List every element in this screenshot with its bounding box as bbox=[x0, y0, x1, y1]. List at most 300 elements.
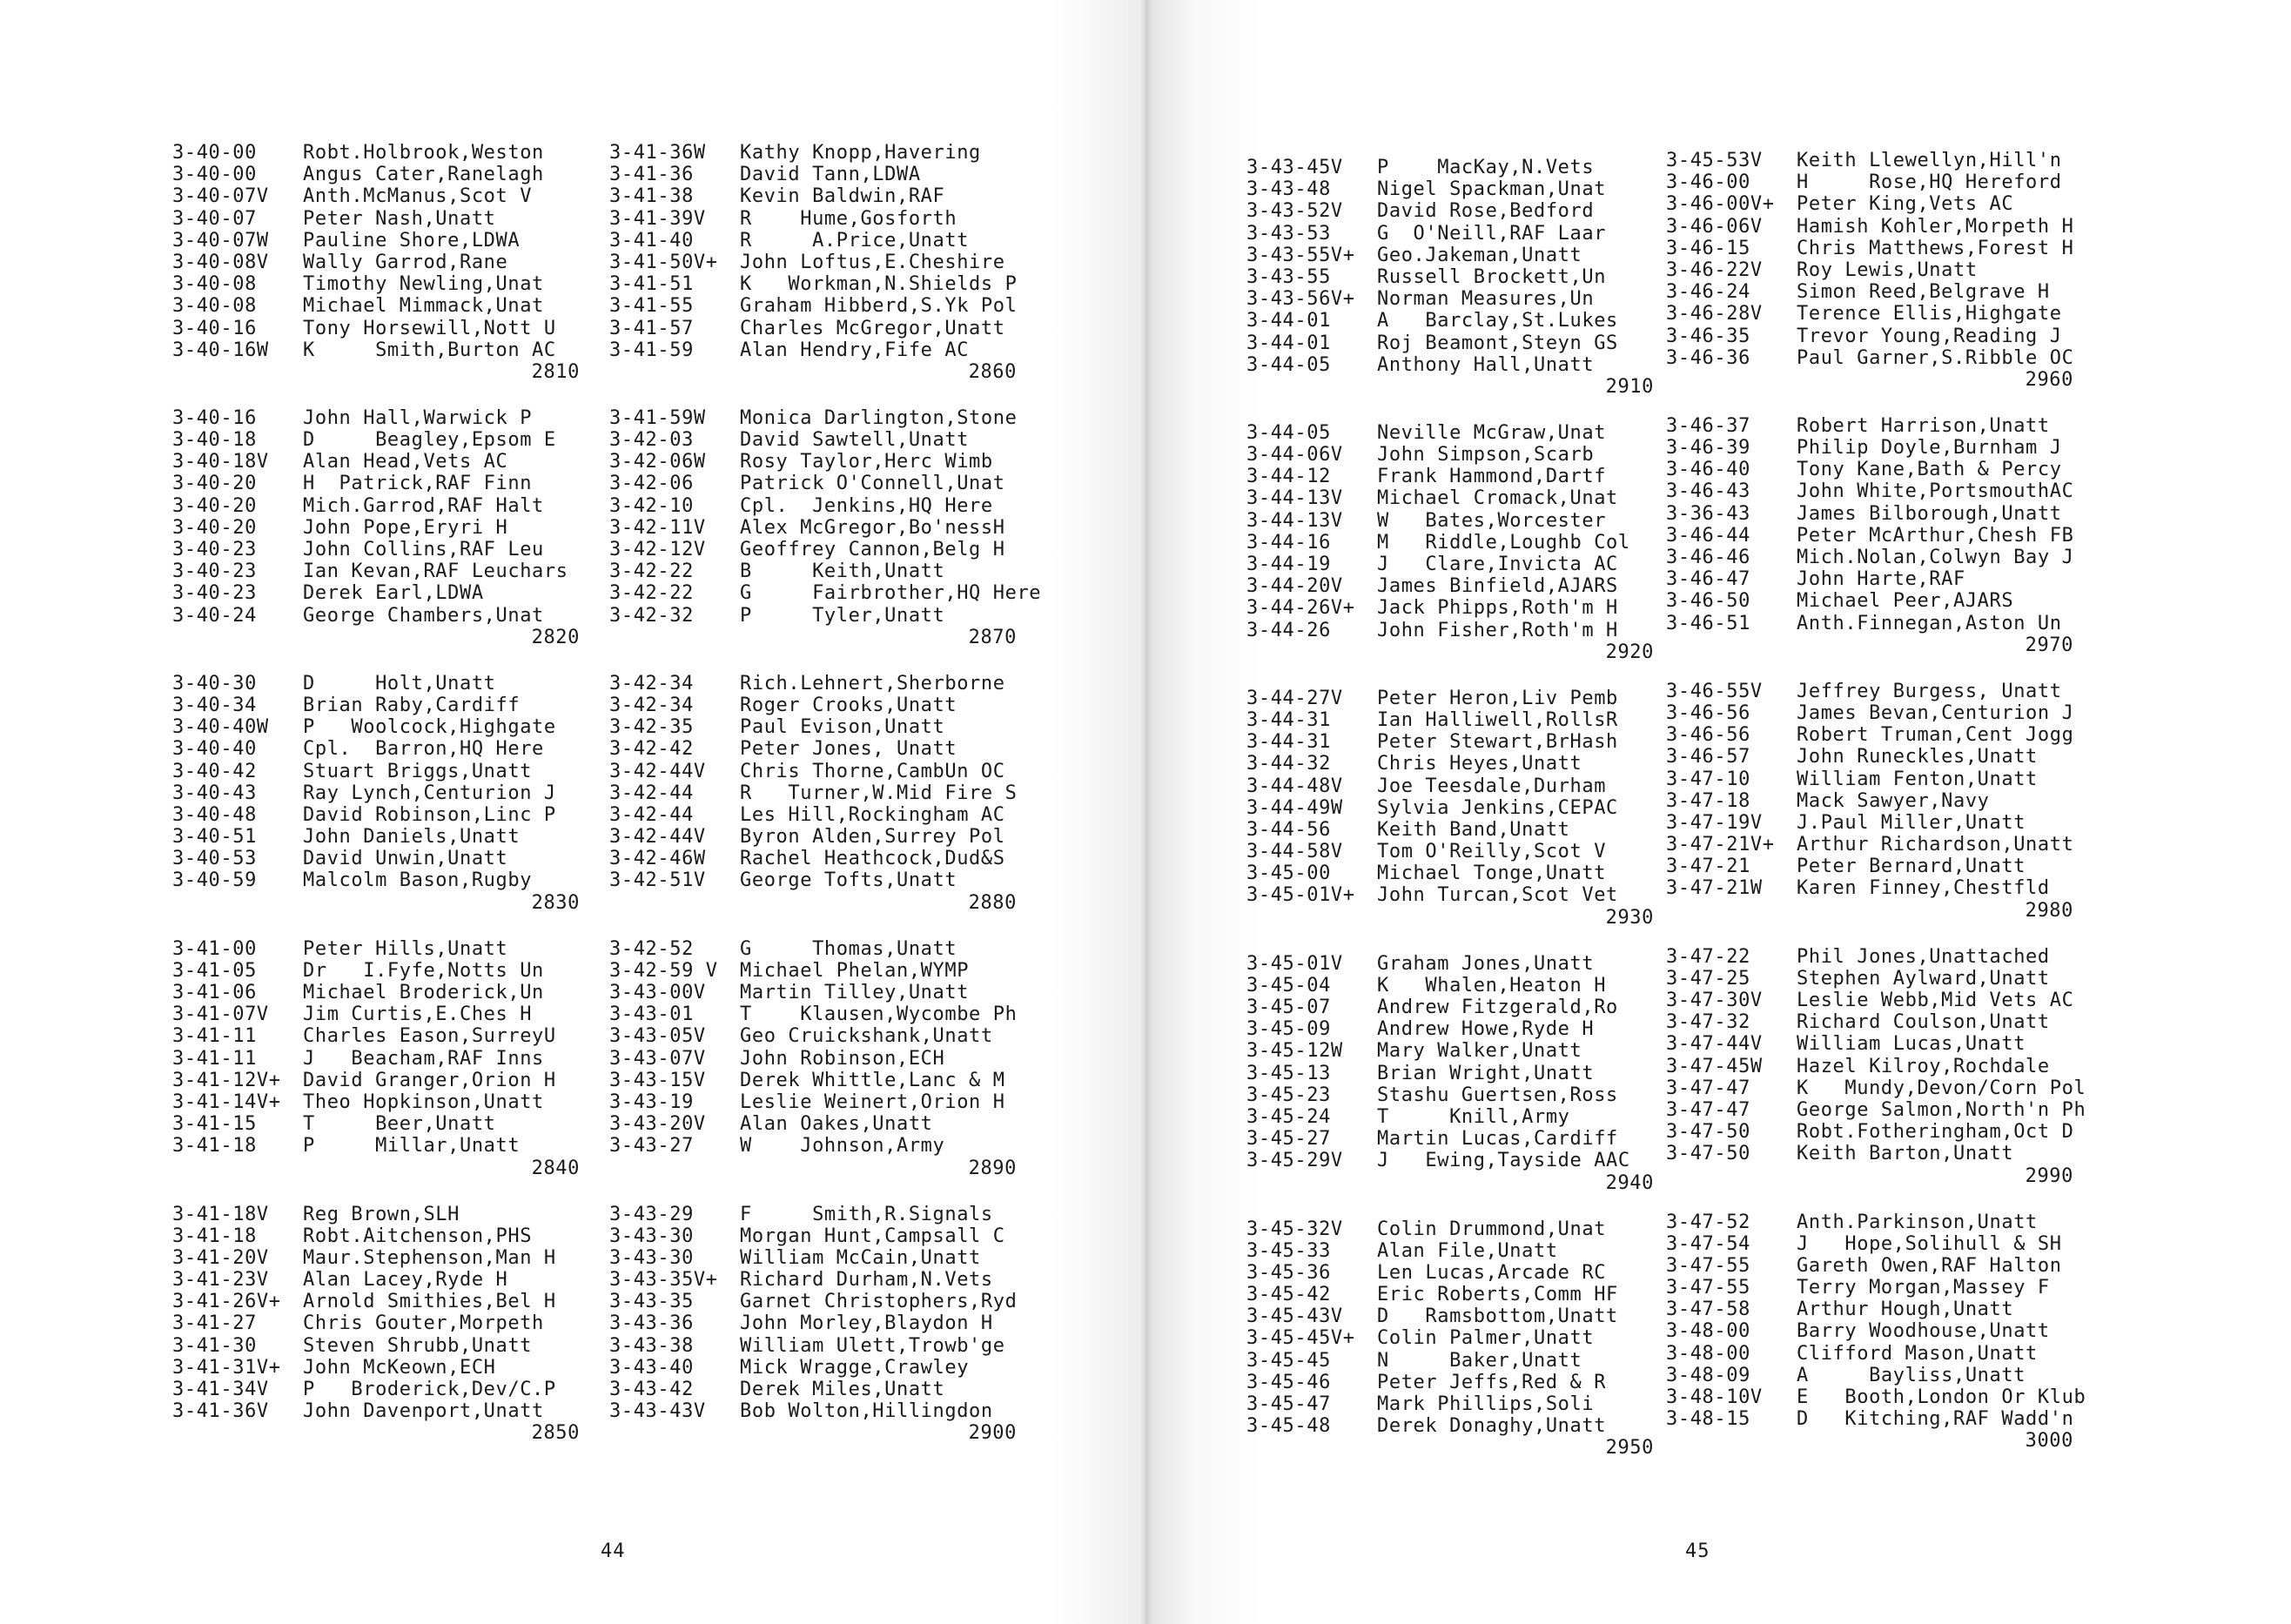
finish-time: 3-40-16 bbox=[172, 406, 257, 429]
runner-name-club: Wally Garrod,Rane bbox=[303, 251, 508, 273]
result-row bbox=[1666, 437, 2086, 459]
finish-time: 3-41-15 bbox=[172, 1113, 257, 1136]
result-row bbox=[172, 1225, 580, 1247]
results-block bbox=[609, 407, 1041, 651]
runner-name-club: M Riddle,Loughb Col bbox=[1377, 531, 1630, 554]
finish-time: 3-41-05 bbox=[172, 959, 257, 982]
runner-name-club: K Mundy,Devon/Corn Pol bbox=[1797, 1077, 2086, 1099]
result-row bbox=[1666, 746, 2086, 768]
results-block bbox=[1246, 1218, 1654, 1462]
position-total: 2940 bbox=[1605, 1171, 1654, 1194]
results-block bbox=[1666, 150, 2086, 393]
result-row bbox=[172, 1400, 580, 1422]
runner-name-club: Kevin Baldwin,RAF bbox=[740, 185, 945, 208]
finish-time: 3-41-59 bbox=[609, 339, 694, 361]
finish-time: 3-40-59 bbox=[172, 869, 257, 892]
finish-time: 3-44-49W bbox=[1246, 796, 1343, 819]
runner-name-club: John Collins,RAF Leu bbox=[303, 539, 544, 560]
result-row bbox=[172, 208, 580, 230]
finish-time: 3-40-20 bbox=[172, 516, 257, 539]
finish-time: 3-47-21V+ bbox=[1666, 834, 1775, 856]
position-total: 2920 bbox=[1605, 641, 1654, 663]
result-row bbox=[1666, 834, 2086, 856]
finish-time: 3-47-45W bbox=[1666, 1055, 1763, 1077]
finish-time: 3-45-07 bbox=[1246, 997, 1331, 1018]
results-block bbox=[609, 1204, 1041, 1447]
finish-time: 3-46-24 bbox=[1666, 281, 1750, 304]
finish-time: 3-41-30 bbox=[172, 1334, 257, 1357]
finish-time: 3-40-07W bbox=[172, 229, 269, 252]
runner-name-club: James Bevan,Centurion J bbox=[1797, 701, 2074, 724]
finish-time: 3-40-40 bbox=[172, 738, 257, 761]
results-block bbox=[1666, 946, 2086, 1190]
runner-name-club: David Tann,LDWA bbox=[740, 164, 921, 186]
finish-time: 3-40-23 bbox=[172, 539, 257, 560]
result-row bbox=[1246, 245, 1654, 266]
finish-time: 3-43-35V+ bbox=[609, 1269, 718, 1292]
finish-time: 3-46-51 bbox=[1666, 612, 1750, 634]
runner-name-club: Terence Ellis,Highgate bbox=[1797, 303, 2062, 325]
result-row bbox=[1666, 877, 2086, 899]
result-row bbox=[1246, 841, 1654, 862]
finish-time: 3-40-18V bbox=[172, 451, 269, 473]
result-row bbox=[1246, 1350, 1654, 1372]
runner-name-club: Michael Mimmack,Unat bbox=[303, 295, 544, 318]
runner-name-club: P Tyler,Unatt bbox=[740, 604, 945, 627]
finish-time: 3-41-18 bbox=[172, 1225, 257, 1247]
result-row bbox=[1666, 547, 2086, 568]
result-row bbox=[1666, 790, 2086, 812]
finish-time: 3-48-00 bbox=[1666, 1320, 1750, 1343]
runner-name-club: Cpl. Barron,HQ Here bbox=[303, 738, 544, 761]
finish-time: 3-44-56 bbox=[1246, 818, 1331, 841]
finish-time: 3-44-20V bbox=[1246, 575, 1343, 598]
runner-name-club: James Bilborough,Unatt bbox=[1797, 502, 2062, 525]
runner-name-club: Colin Drummond,Unat bbox=[1377, 1218, 1607, 1240]
result-row bbox=[1666, 1033, 2086, 1055]
runner-name-club: John Davenport,Unatt bbox=[303, 1400, 544, 1423]
runner-name-club: Geo.Jakeman,Unatt bbox=[1377, 244, 1582, 266]
runner-name-club: F Smith,R.Signals bbox=[740, 1203, 993, 1225]
finish-time: 3-47-58 bbox=[1666, 1299, 1750, 1321]
runner-name-club: Jack Phipps,Roth'm H bbox=[1377, 597, 1618, 620]
finish-time: 3-47-47 bbox=[1666, 1077, 1750, 1099]
finish-time: 3-44-31 bbox=[1246, 708, 1331, 731]
finish-time: 3-43-27 bbox=[609, 1135, 694, 1158]
finish-time: 3-42-44V bbox=[609, 760, 706, 782]
result-row bbox=[609, 429, 1041, 451]
result-row bbox=[172, 1269, 580, 1291]
result-row bbox=[1246, 688, 1654, 709]
runner-name-club: John Runeckles,Unatt bbox=[1797, 746, 2038, 768]
runner-name-club: Geo Cruickshank,Unatt bbox=[740, 1025, 993, 1048]
finish-time: 3-40-48 bbox=[172, 803, 257, 826]
runner-name-club: Mick Wragge,Crawley bbox=[740, 1356, 970, 1379]
finish-time: 3-42-42 bbox=[609, 738, 694, 761]
finish-time: 3-41-18 bbox=[172, 1135, 257, 1158]
results-block bbox=[1666, 681, 2086, 924]
position-total: 2980 bbox=[2025, 899, 2073, 922]
result-row bbox=[609, 716, 1041, 738]
result-row bbox=[1666, 459, 2086, 480]
runner-name-club: Robert Truman,Cent Jogg bbox=[1797, 724, 2074, 747]
finish-time: 3-45-45V+ bbox=[1246, 1327, 1355, 1350]
finish-time: 3-45-45 bbox=[1246, 1349, 1331, 1372]
result-row bbox=[1666, 1121, 2086, 1143]
finish-time: 3-46-00V+ bbox=[1666, 193, 1775, 216]
result-row bbox=[1666, 1211, 2086, 1233]
runner-name-club: Joe Teesdale,Durham bbox=[1377, 775, 1607, 797]
finish-time: 3-41-39V bbox=[609, 207, 706, 230]
finish-time: 3-41-57 bbox=[609, 317, 694, 339]
result-row bbox=[1246, 1284, 1654, 1305]
result-row bbox=[1246, 1106, 1654, 1128]
results-block bbox=[1246, 157, 1654, 400]
finish-time: 3-45-32V bbox=[1246, 1218, 1343, 1240]
finish-time: 3-43-43V bbox=[609, 1400, 706, 1423]
result-row bbox=[1246, 797, 1654, 819]
result-row bbox=[609, 185, 1041, 207]
runner-name-club: Robert Harrison,Unatt bbox=[1797, 414, 2050, 437]
finish-time: 3-41-36W bbox=[609, 142, 706, 164]
result-row bbox=[1666, 193, 2086, 215]
runner-name-club: Anth.Parkinson,Unatt bbox=[1797, 1211, 2038, 1233]
runner-name-club: Derek Miles,Unatt bbox=[740, 1379, 945, 1400]
finish-time: 3-44-27V bbox=[1246, 687, 1343, 709]
results-block bbox=[172, 407, 580, 651]
finish-time: 3-41-26V+ bbox=[172, 1291, 281, 1313]
result-row bbox=[1246, 1063, 1654, 1084]
result-row bbox=[609, 142, 1041, 164]
result-row bbox=[172, 716, 580, 738]
finish-time: 3-42-11V bbox=[609, 516, 706, 539]
finish-time: 3-47-44V bbox=[1666, 1033, 1763, 1056]
result-row bbox=[1666, 1143, 2086, 1164]
finish-time: 3-44-26 bbox=[1246, 619, 1331, 641]
runner-name-club: Leslie Weinert,Orion H bbox=[740, 1090, 1005, 1113]
finish-time: 3-47-18 bbox=[1666, 789, 1750, 812]
finish-time: 3-46-55V bbox=[1666, 680, 1763, 702]
result-row bbox=[1666, 724, 2086, 746]
result-row bbox=[172, 273, 580, 295]
result-row bbox=[1666, 681, 2086, 702]
runner-name-club: Anth.McManus,Scot V bbox=[303, 185, 533, 208]
page-number: 45 bbox=[1685, 1540, 1710, 1562]
runner-name-club: Andrew Fitzgerald,Ro bbox=[1377, 997, 1618, 1018]
runner-name-club: Michael Broderick,Un bbox=[303, 982, 544, 1003]
runner-name-club: Geoffrey Cannon,Belg H bbox=[740, 539, 1005, 560]
result-row bbox=[1246, 1040, 1654, 1062]
position-total: 2910 bbox=[1605, 375, 1654, 398]
runner-name-club: Peter Bernard,Unatt bbox=[1797, 856, 2026, 878]
result-row bbox=[609, 869, 1041, 891]
finish-time: 3-42-44 bbox=[609, 782, 694, 804]
result-row bbox=[609, 1247, 1041, 1269]
result-row bbox=[609, 273, 1041, 295]
finish-time: 3-47-55 bbox=[1666, 1254, 1750, 1277]
page-number: 44 bbox=[601, 1540, 626, 1562]
runner-name-club: Byron Alden,Surrey Pol bbox=[740, 826, 1005, 849]
finish-time: 3-43-07V bbox=[609, 1047, 706, 1070]
result-row bbox=[609, 230, 1041, 252]
results-block bbox=[172, 938, 580, 1182]
runner-name-club: Alan Head,Vets AC bbox=[303, 451, 508, 473]
finish-time: 3-42-22 bbox=[609, 582, 694, 605]
finish-time: 3-40-18 bbox=[172, 429, 257, 452]
runner-name-club: David Unwin,Unatt bbox=[303, 848, 508, 870]
runner-name-club: John Morley,Blaydon H bbox=[740, 1312, 993, 1335]
runner-name-club: Karen Finney,Chestfld bbox=[1797, 877, 2050, 900]
result-row bbox=[172, 869, 580, 891]
finish-time: 3-45-24 bbox=[1246, 1105, 1331, 1128]
runner-name-club: David Robinson,Linc P bbox=[303, 803, 556, 826]
finish-time: 3-42-46W bbox=[609, 848, 706, 870]
finish-time: 3-42-59 V bbox=[609, 959, 718, 982]
runner-name-club: P MacKay,N.Vets bbox=[1377, 157, 1595, 178]
runner-name-club: John Harte,RAF bbox=[1797, 568, 1965, 591]
result-row bbox=[1666, 503, 2086, 525]
runner-name-club: Stashu Guertsen,Ross bbox=[1377, 1084, 1618, 1106]
finish-time: 3-46-43 bbox=[1666, 480, 1750, 503]
runner-name-club: Garnet Christophers,Ryd bbox=[740, 1291, 1018, 1313]
runner-name-club: Richard Durham,N.Vets bbox=[740, 1269, 993, 1292]
finish-time: 3-47-50 bbox=[1666, 1121, 1750, 1144]
result-row bbox=[609, 1048, 1041, 1070]
finish-time: 3-48-09 bbox=[1666, 1364, 1750, 1386]
result-row bbox=[172, 185, 580, 207]
result-row bbox=[609, 208, 1041, 230]
runner-name-club: Mary Walker,Unatt bbox=[1377, 1040, 1582, 1063]
result-row bbox=[172, 451, 580, 473]
result-row bbox=[609, 1291, 1041, 1312]
runner-name-club: Les Hill,Rockingham AC bbox=[740, 803, 1005, 826]
finish-time: 3-47-32 bbox=[1666, 1011, 1750, 1034]
finish-time: 3-43-55V+ bbox=[1246, 244, 1355, 266]
runner-name-club: Hazel Kilroy,Rochdale bbox=[1797, 1055, 2050, 1077]
runner-name-club: Jeffrey Burgess, Unatt bbox=[1797, 680, 2062, 702]
finish-time: 3-46-40 bbox=[1666, 459, 1750, 481]
runner-name-club: Keith Barton,Unatt bbox=[1797, 1143, 2014, 1165]
result-row bbox=[172, 517, 580, 539]
result-row bbox=[1666, 303, 2086, 325]
finish-time: 3-46-44 bbox=[1666, 524, 1750, 547]
runner-name-club: Roj Beamont,Steyn GS bbox=[1377, 332, 1618, 354]
runner-name-club: Hamish Kohler,Morpeth H bbox=[1797, 215, 2074, 238]
finish-time: 3-40-20 bbox=[172, 494, 257, 517]
runner-name-club: Alan Hendry,Fife AC bbox=[740, 339, 970, 361]
runner-name-club: Barry Woodhouse,Unatt bbox=[1797, 1320, 2050, 1343]
runner-name-club: Reg Brown,SLH bbox=[303, 1203, 460, 1225]
finish-time: 3-47-10 bbox=[1666, 768, 1750, 790]
runner-name-club: Graham Jones,Unatt bbox=[1377, 952, 1595, 975]
runner-name-club: Brian Raby,Cardiff bbox=[303, 694, 521, 716]
result-row bbox=[172, 1357, 580, 1379]
runner-name-club: Simon Reed,Belgrave H bbox=[1797, 281, 2050, 304]
result-row bbox=[1666, 525, 2086, 547]
result-row bbox=[1246, 422, 1654, 444]
result-row bbox=[609, 295, 1041, 317]
result-row bbox=[1666, 150, 2086, 171]
result-row bbox=[1246, 731, 1654, 753]
finish-time: 3-45-33 bbox=[1246, 1239, 1331, 1262]
runner-name-club: Derek Whittle,Lanc & M bbox=[740, 1069, 1005, 1091]
finish-time: 3-48-10V bbox=[1666, 1386, 1763, 1408]
result-row bbox=[1666, 812, 2086, 834]
results-block bbox=[609, 142, 1041, 386]
result-row bbox=[172, 738, 580, 760]
finish-time: 3-40-30 bbox=[172, 672, 257, 695]
finish-time: 3-46-06V bbox=[1666, 215, 1763, 238]
runner-name-club: David Sawtell,Unatt bbox=[740, 429, 970, 452]
finish-time: 3-45-53V bbox=[1666, 150, 1763, 171]
result-row bbox=[1246, 819, 1654, 841]
result-row bbox=[609, 673, 1041, 695]
finish-time: 3-42-22 bbox=[609, 560, 694, 583]
finish-time: 3-44-06V bbox=[1246, 444, 1343, 466]
runner-name-club: Arthur Richardson,Unatt bbox=[1797, 834, 2074, 856]
result-row bbox=[1666, 347, 2086, 369]
runner-name-club: R Turner,W.Mid Fire S bbox=[740, 782, 1018, 804]
runner-name-club: Mich.Garrod,RAF Halt bbox=[303, 494, 544, 517]
result-row bbox=[1666, 325, 2086, 347]
result-row bbox=[1246, 332, 1654, 354]
finish-time: 3-45-47 bbox=[1246, 1393, 1331, 1415]
result-row bbox=[609, 1135, 1041, 1157]
runner-name-club: Leslie Webb,Mid Vets AC bbox=[1797, 990, 2074, 1011]
result-row bbox=[1666, 968, 2086, 990]
finish-time: 3-45-27 bbox=[1246, 1128, 1331, 1151]
result-row bbox=[1666, 171, 2086, 193]
finish-time: 3-36-43 bbox=[1666, 502, 1750, 525]
runner-name-club: Mack Sawyer,Navy bbox=[1797, 789, 1990, 812]
finish-time: 3-40-24 bbox=[172, 604, 257, 627]
result-row bbox=[609, 1225, 1041, 1247]
finish-time: 3-45-29V bbox=[1246, 1150, 1343, 1172]
runner-name-club: Peter Heron,Liv Pemb bbox=[1377, 687, 1618, 709]
result-row bbox=[1246, 310, 1654, 332]
runner-name-club: H Rose,HQ Hereford bbox=[1797, 171, 2062, 194]
result-row bbox=[609, 1113, 1041, 1135]
runner-name-club: Paul Evison,Unatt bbox=[740, 716, 945, 739]
finish-time: 3-46-56 bbox=[1666, 724, 1750, 747]
runner-name-club: Philip Doyle,Burnham J bbox=[1797, 437, 2062, 460]
result-row bbox=[172, 826, 580, 848]
runner-name-club: T Knill,Army bbox=[1377, 1105, 1570, 1128]
finish-time: 3-41-14V+ bbox=[172, 1090, 281, 1113]
finish-time: 3-41-20V bbox=[172, 1246, 269, 1269]
runner-name-club: Ian Kevan,RAF Leuchars bbox=[303, 560, 568, 583]
runner-name-club: Eric Roberts,Comm HF bbox=[1377, 1284, 1618, 1306]
result-row bbox=[1666, 1320, 2086, 1342]
finish-time: 3-41-31V+ bbox=[172, 1356, 281, 1379]
runner-name-club: W Johnson,Army bbox=[740, 1135, 945, 1158]
position-total: 3000 bbox=[2025, 1430, 2073, 1453]
runner-name-club: Peter Jeffs,Red & R bbox=[1377, 1371, 1607, 1393]
finish-time: 3-41-50V+ bbox=[609, 251, 718, 273]
runner-name-club: John White,PortsmouthAC bbox=[1797, 480, 2074, 503]
finish-time: 3-47-21 bbox=[1666, 856, 1750, 878]
finish-time: 3-44-01 bbox=[1246, 310, 1331, 332]
finish-time: 3-41-51 bbox=[609, 273, 694, 296]
runner-name-club: Mark Phillips,Soli bbox=[1377, 1393, 1595, 1415]
finish-time: 3-42-06W bbox=[609, 451, 706, 473]
runner-name-club: Frank Hammond,Dartf bbox=[1377, 466, 1607, 488]
results-block bbox=[1246, 422, 1654, 666]
result-row bbox=[1666, 1255, 2086, 1277]
runner-name-club: Paul Garner,S.Ribble OC bbox=[1797, 346, 2074, 369]
result-row bbox=[172, 560, 580, 582]
result-row bbox=[1246, 709, 1654, 731]
runner-name-club: J Beacham,RAF Inns bbox=[303, 1047, 544, 1070]
runner-name-club: Kathy Knopp,Havering bbox=[740, 142, 981, 164]
runner-name-club: J Clare,Invicta AC bbox=[1377, 554, 1618, 575]
finish-time: 3-40-08 bbox=[172, 295, 257, 318]
runner-name-club: Chris Matthews,Forest H bbox=[1797, 237, 2074, 259]
finish-time: 3-45-12W bbox=[1246, 1040, 1343, 1063]
runner-name-club: Keith Llewellyn,Hill'n bbox=[1797, 150, 2062, 171]
runner-name-club: Mich.Nolan,Colwyn Bay J bbox=[1797, 547, 2074, 568]
runner-name-club: Steven Shrubb,Unatt bbox=[303, 1334, 533, 1357]
finish-time: 3-47-21W bbox=[1666, 877, 1763, 900]
result-row bbox=[1666, 856, 2086, 877]
finish-time: 3-41-11 bbox=[172, 1047, 257, 1070]
result-row bbox=[1666, 1011, 2086, 1033]
result-row bbox=[172, 429, 580, 451]
result-row bbox=[1666, 1277, 2086, 1299]
finish-time: 3-44-12 bbox=[1246, 466, 1331, 488]
position-total: 2870 bbox=[968, 626, 1017, 648]
runner-name-club: Pauline Shore,LDWA bbox=[303, 229, 521, 252]
result-row bbox=[1666, 1343, 2086, 1365]
position-total: 2970 bbox=[2025, 634, 2073, 656]
finish-time: 3-44-16 bbox=[1246, 531, 1331, 554]
finish-time: 3-46-37 bbox=[1666, 414, 1750, 437]
result-row bbox=[172, 407, 580, 429]
result-row bbox=[1246, 1262, 1654, 1284]
runner-name-club: Peter Stewart,BrHash bbox=[1377, 731, 1618, 754]
finish-time: 3-45-42 bbox=[1246, 1284, 1331, 1306]
finish-time: 3-44-05 bbox=[1246, 353, 1331, 376]
finish-time: 3-46-46 bbox=[1666, 547, 1750, 568]
runner-name-club: Peter McArthur,Chesh FB bbox=[1797, 524, 2074, 547]
result-row bbox=[1246, 157, 1654, 178]
runner-name-club: D Ramsbottom,Unatt bbox=[1377, 1305, 1618, 1328]
result-row bbox=[1666, 1408, 2086, 1430]
result-row bbox=[1246, 444, 1654, 466]
runner-name-club: Len Lucas,Arcade RC bbox=[1377, 1261, 1607, 1284]
runner-name-club: Tom O'Reilly,Scot V bbox=[1377, 841, 1607, 863]
finish-time: 3-44-13V bbox=[1246, 487, 1343, 510]
finish-time: 3-45-04 bbox=[1246, 974, 1331, 997]
finish-time: 3-41-06 bbox=[172, 982, 257, 1003]
result-row bbox=[1666, 415, 2086, 437]
runner-name-club: Roger Crooks,Unatt bbox=[740, 694, 957, 716]
runner-name-club: John Fisher,Roth'm H bbox=[1377, 619, 1618, 641]
finish-time: 3-40-51 bbox=[172, 826, 257, 849]
finish-time: 3-47-52 bbox=[1666, 1211, 1750, 1233]
finish-time: 3-40-08 bbox=[172, 273, 257, 296]
result-row bbox=[609, 1335, 1041, 1357]
runner-name-club: Brian Wright,Unatt bbox=[1377, 1062, 1595, 1084]
result-row bbox=[172, 1379, 580, 1400]
finish-time: 3-41-38 bbox=[609, 185, 694, 208]
result-row bbox=[172, 582, 580, 604]
finish-time: 3-40-07V bbox=[172, 185, 269, 208]
runner-name-club: P Woolcock,Highgate bbox=[303, 716, 556, 739]
result-row bbox=[609, 1312, 1041, 1334]
runner-name-club: A Barclay,St.Lukes bbox=[1377, 310, 1618, 332]
result-row bbox=[609, 1025, 1041, 1047]
